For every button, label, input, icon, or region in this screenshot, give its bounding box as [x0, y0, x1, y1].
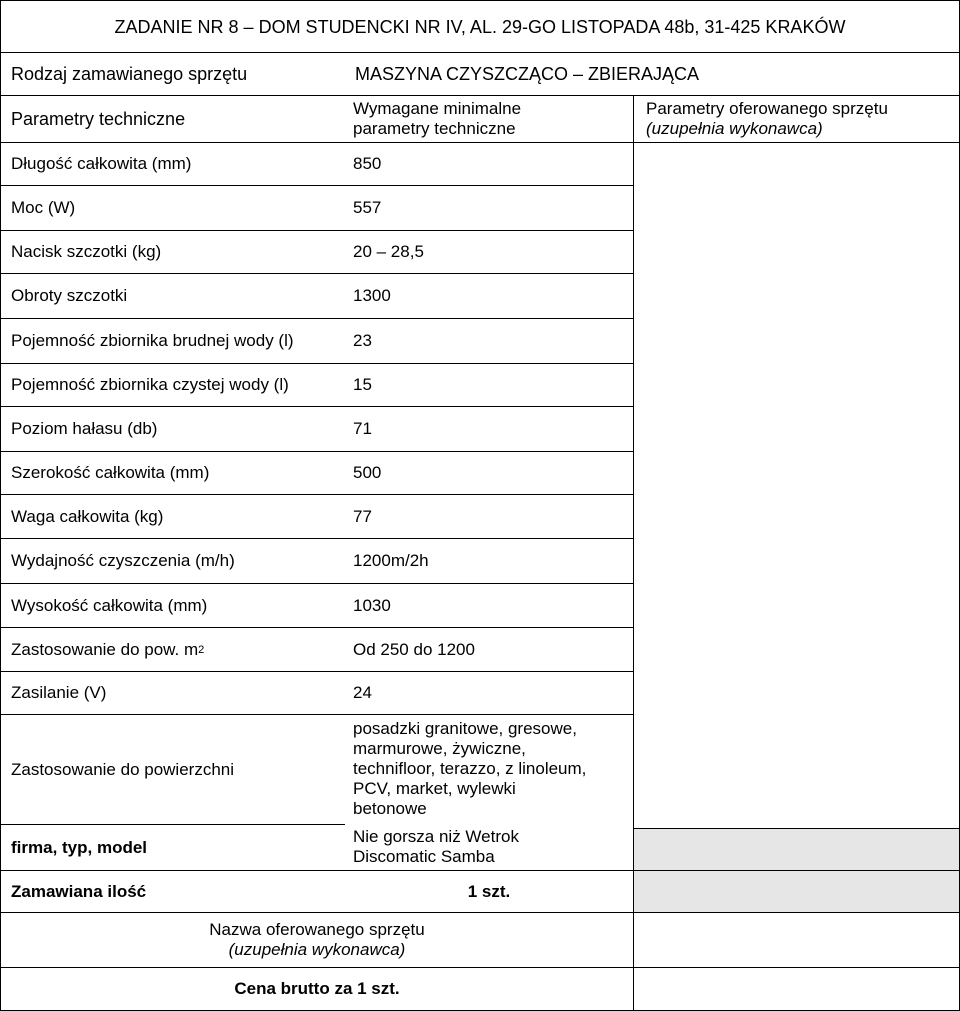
param-value: 850: [353, 154, 382, 173]
quantity-label: Zamawiana ilość: [11, 881, 147, 901]
param-row-11-value: [345, 627, 633, 671]
param-label: Zasilanie (V): [11, 683, 107, 702]
offered-name-input-cell[interactable]: [633, 912, 960, 967]
param-row-4-value: [345, 318, 633, 363]
param-row-0-label: [0, 142, 345, 185]
param-row-7-value: [345, 451, 633, 494]
offered-params-input-cell[interactable]: [633, 142, 960, 828]
param-row-9-value: [345, 538, 633, 583]
param-row-8-label: [0, 494, 345, 538]
param-row-9-label: [0, 538, 345, 583]
param-row-0-value: [345, 142, 633, 185]
param-label: Obroty szczotki: [11, 286, 128, 305]
equipment-type-value-cell: [345, 52, 960, 95]
param-value: 15: [353, 375, 372, 394]
quantity-label-cell: [0, 870, 345, 912]
model-offered-shaded-cell: [633, 828, 960, 870]
param-value: 1300: [353, 286, 391, 305]
param-label: Zastosowanie do pow. m: [11, 639, 199, 659]
header-params: Parametry techniczne: [11, 109, 186, 129]
param-label: Pojemność zbiornika brudnej wody (l): [11, 331, 294, 350]
price-label: Cena brutto za 1 szt.: [234, 979, 400, 998]
price-input-cell[interactable]: [633, 967, 960, 1011]
price-label-cell: [0, 967, 633, 1011]
param-label: Moc (W): [11, 198, 76, 217]
param-label: Poziom hałasu (db): [11, 419, 158, 438]
param-label: Długość całkowita (mm): [11, 154, 192, 173]
param-value: 500: [353, 463, 382, 482]
equipment-type-value: MASZYNA CZYSZCZĄCO – ZBIERAJĄCA: [355, 64, 700, 84]
param-value: 1030: [353, 595, 391, 615]
param-row-7-label: [0, 451, 345, 494]
header-required-line1: Wymagane minimalne: [353, 99, 522, 118]
param-label: Wysokość całkowita (mm): [11, 595, 208, 615]
surfaces-line: posadzki granitowe, gresowe,: [353, 719, 577, 738]
param-row-1-label: [0, 185, 345, 230]
param-label: Waga całkowita (kg): [11, 506, 164, 526]
surfaces-line: PCV, market, wylewki: [353, 779, 516, 798]
header-params-cell: [0, 95, 345, 142]
param-row-8-value: [345, 494, 633, 538]
param-row-5-label: [0, 363, 345, 406]
param-label: Pojemność zbiornika czystej wody (l): [11, 375, 289, 394]
quantity-value: 1 szt.: [467, 881, 511, 901]
header-offered-cell: [633, 95, 960, 142]
param-value: 20 – 28,5: [353, 242, 424, 261]
param-row-5-value: [345, 363, 633, 406]
param-value: 23: [353, 331, 372, 350]
param-row-6-label: [0, 406, 345, 451]
param-value: Od 250 do 1200: [353, 639, 475, 659]
header-required-line2: parametry techniczne: [353, 119, 516, 138]
param-row-12-value: [345, 671, 633, 714]
param-value: 24: [353, 683, 372, 702]
surfaces-line: technifloor, terazzo, z linoleum,: [353, 759, 587, 778]
param-row-2-value: [345, 230, 633, 273]
surfaces-label: Zastosowanie do powierzchni: [11, 759, 235, 779]
param-value: 71: [353, 419, 372, 438]
model-label: firma, typ, model: [11, 837, 148, 857]
form-title-text: ZADANIE NR 8 – DOM STUDENCKI NR IV, AL. 29-GO LISTOPADA 48b, 31-425 KRAKÓW: [114, 16, 846, 37]
header-required-cell: [345, 95, 633, 142]
param-row-2-label: [0, 230, 345, 273]
param-row-10-label: [0, 583, 345, 627]
param-row-3-label: [0, 273, 345, 318]
surfaces-line: marmurowe, żywiczne,: [353, 739, 526, 758]
param-row-11-label: Zastosowanie do pow. m 2: [0, 627, 345, 671]
surfaces-line: betonowe: [353, 799, 427, 818]
form-title: [0, 0, 960, 52]
equipment-type-label: Rodzaj zamawianego sprzętu: [11, 64, 248, 84]
param-label: Szerokość całkowita (mm): [11, 463, 210, 482]
model-label-cell: [0, 824, 345, 870]
surfaces-value-cell: [345, 714, 633, 824]
param-label: Nacisk szczotki (kg): [11, 242, 162, 261]
param-row-10-value: [345, 583, 633, 627]
offered-name-label-cell: [0, 912, 633, 967]
param-row-3-value: [345, 273, 633, 318]
model-line: Nie gorsza niż Wetrok: [353, 827, 519, 846]
param-row-12-label: [0, 671, 345, 714]
param-label: Wydajność czyszczenia (m/h): [11, 551, 235, 570]
param-value: 77: [353, 506, 372, 526]
param-value: 1200m/2h: [353, 551, 429, 570]
surfaces-label-cell: [0, 714, 345, 824]
quantity-offered-shaded-cell: [633, 870, 960, 912]
param-row-6-value: [345, 406, 633, 451]
header-offered-line2: (uzupełnia wykonawca): [646, 119, 823, 138]
header-offered-line1: Parametry oferowanego sprzętu: [646, 99, 888, 118]
param-row-4-label: [0, 318, 345, 363]
model-line: Discomatic Samba: [353, 847, 495, 866]
quantity-value-cell: [345, 870, 633, 912]
offered-name-line1: Nazwa oferowanego sprzętu: [209, 920, 425, 939]
offered-name-line2: (uzupełnia wykonawca): [228, 940, 406, 959]
equipment-type-label-cell: [0, 52, 345, 95]
param-value: 557: [353, 198, 382, 217]
model-value-cell: [345, 824, 633, 870]
param-row-1-value: [345, 185, 633, 230]
